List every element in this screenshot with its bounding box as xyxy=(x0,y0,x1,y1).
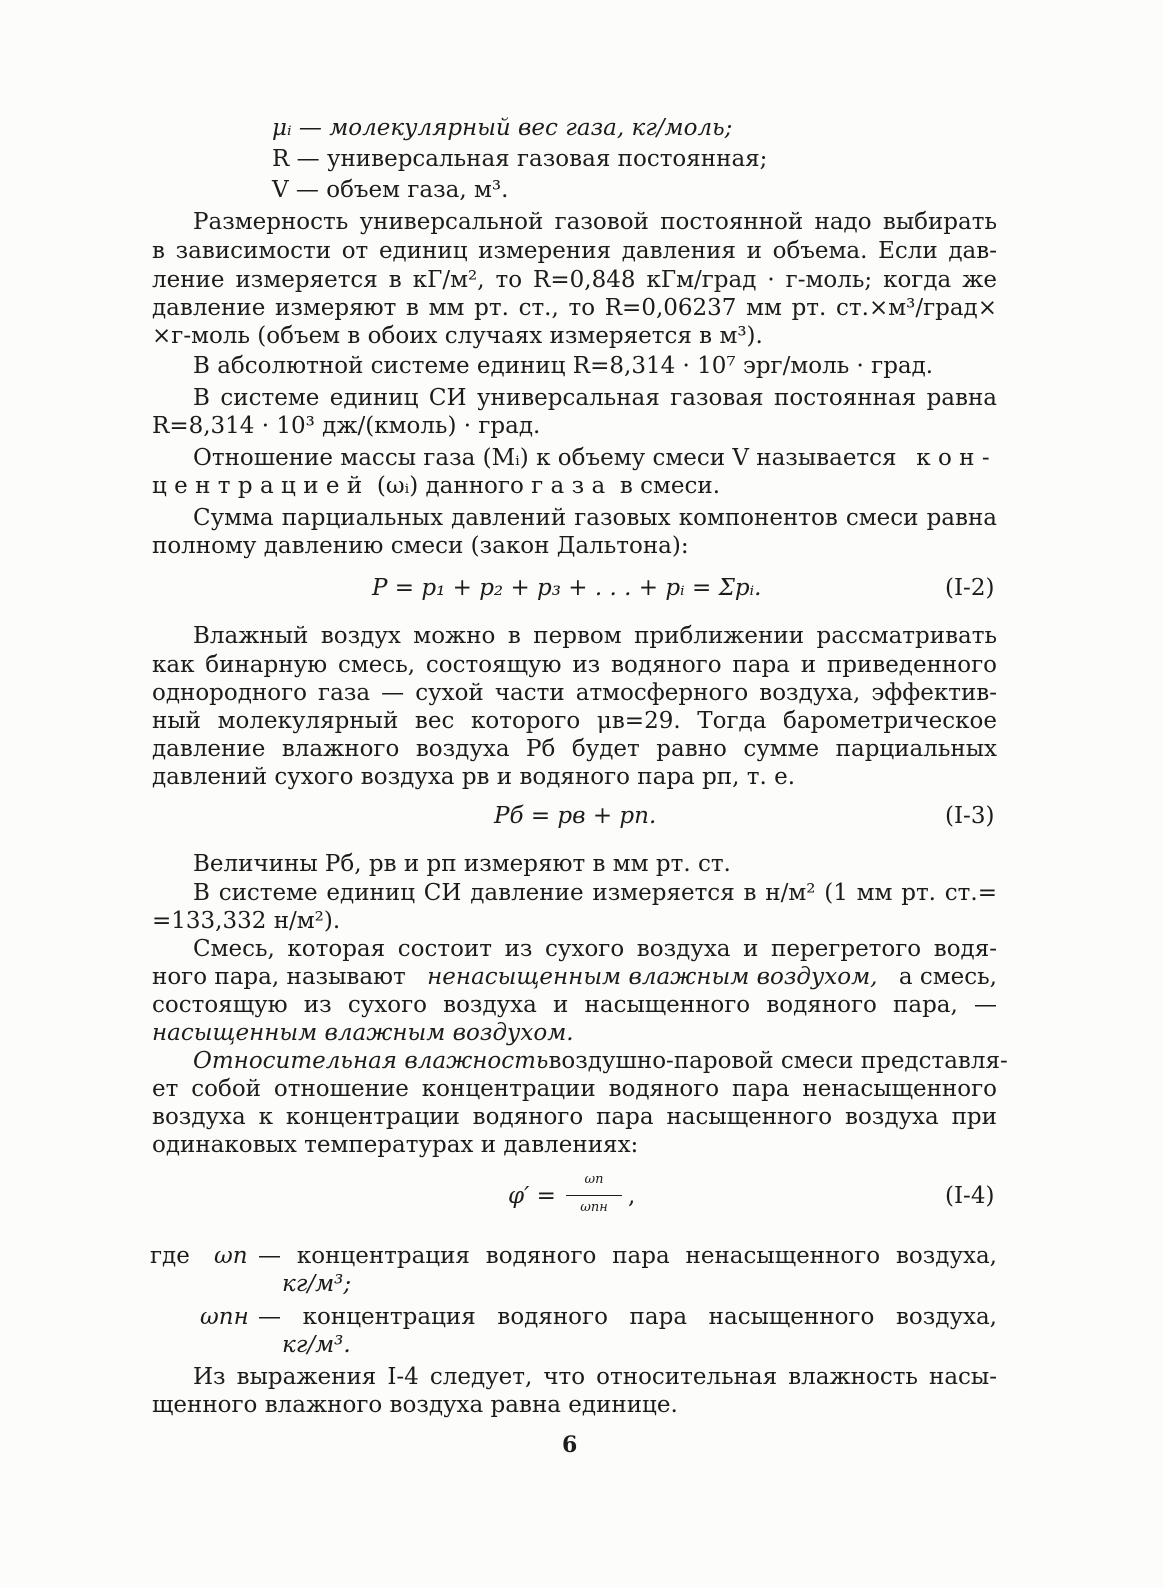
p10-line-3: воздуха к концентрации водяного пара насыщенного воздуха при xyxy=(152,1104,997,1130)
equation-i2: P = p₁ + p₂ + p₃ + . . . + pᵢ = Σpᵢ. xyxy=(372,575,762,601)
equation-i4-fraction-bar xyxy=(566,1195,622,1196)
equation-i3-label: (I-3) xyxy=(945,803,995,829)
p3-line-2: R=8,314 · 10³ дж/(кмоль) · град. xyxy=(152,413,541,439)
equation-i4-numerator: ωп xyxy=(584,1172,604,1187)
equation-i4-lhs: φ′ = xyxy=(508,1183,556,1209)
p7-line-1: Величины Pб, pв и pп измеряют в мм рт. ст. xyxy=(193,851,731,877)
p10-line-1-end: воздушно-паровой смеси представля- xyxy=(548,1048,1008,1074)
p4-line-2-mid: (ωᵢ) данного xyxy=(376,473,524,499)
p11-line-2: щенного влажного воздуха равна единице. xyxy=(152,1392,678,1418)
p1-line-2: в зависимости от единиц измерения давления и объема. Если дав- xyxy=(152,238,997,264)
p6-line-2: как бинарную смесь, состоящую из водяного пара и приведенного xyxy=(152,652,997,678)
p9-line-2-start: ного пара, называют xyxy=(152,964,406,990)
p6-line-5: давление влажного воздуха Pб будет равно сумме парциальных xyxy=(152,736,997,762)
p10-line-1 xyxy=(193,1047,1008,1075)
equation-i4-label: (I-4) xyxy=(945,1183,995,1209)
where-def-2-units: кг/м³. xyxy=(282,1332,351,1358)
p3-line-1: В системе единиц СИ универсальная газовая постоянная равна xyxy=(193,385,997,411)
p1-line-1: Размерность универсальной газовой постоянной надо выбирать xyxy=(193,209,997,235)
p8-line-2: =133,332 н/м²). xyxy=(152,908,341,934)
p10-term-relative-humidity: Относительная влажность xyxy=(193,1048,549,1074)
p2-line-1: В абсолютной системе единиц R=8,314 · 10⁷ эрг/моль · град. xyxy=(193,353,934,379)
p5-line-1: Сумма парциальных давлений газовых компонентов смеси равна xyxy=(193,505,997,531)
where-word: где xyxy=(150,1243,190,1269)
p4-line-1-spaced: кон- xyxy=(916,445,997,471)
p6-line-4: ный молекулярный вес которого μв=29. Тогда барометрическое xyxy=(152,708,997,734)
p1-line-3: ление измеряется в кГ/м², то R=0,848 кГм/град · г-моль; когда же xyxy=(152,267,997,293)
p9-line-3: состоящую из сухого воздуха и насыщенного водяного пара, — xyxy=(152,992,997,1018)
p6-line-3: однородного газа — сухой части атмосферного воздуха, эффектив- xyxy=(152,680,997,706)
p6-line-6: давлений сухого воздуха pв и водяного пара pп, т. е. xyxy=(152,764,796,790)
equation-i4-denominator: ωпн xyxy=(580,1200,608,1215)
p9-term-saturated: насыщенным влажным воздухом. xyxy=(152,1020,574,1046)
p9-line-2 xyxy=(152,963,997,991)
equation-i2-label: (I-2) xyxy=(945,575,995,601)
p4-line-1-text: Отношение массы газа (Mᵢ) к объему смеси V называется xyxy=(193,445,897,471)
p4-line-2-end: в смеси. xyxy=(619,473,721,499)
p9-line-2-end: а смесь, xyxy=(898,964,997,990)
where-symbol-1: ωп xyxy=(214,1243,248,1269)
where-symbol-2: ωпн xyxy=(200,1304,249,1330)
p10-line-2: ет собой отношение концентрации водяного пара ненасыщенного xyxy=(152,1076,997,1102)
p8-line-1: В системе единиц СИ давление измеряется в н/м² (1 мм рт. ст.= xyxy=(193,880,997,906)
p5-line-2: полному давлению смеси (закон Дальтона): xyxy=(152,533,689,559)
p10-line-4: одинаковых температурах и давлениях: xyxy=(152,1132,639,1158)
legend-v: V — объем газа, м³. xyxy=(272,177,509,203)
legend-r: R — универсальная газовая постоянная; xyxy=(272,146,768,172)
where-def-1: — концентрация водяного пара ненасыщенного воздуха, xyxy=(258,1243,997,1269)
legend-mu: μᵢ — молекулярный вес газа, кг/моль; xyxy=(272,115,733,141)
p9-term-unsaturated: ненасыщенным влажным воздухом, xyxy=(427,964,878,990)
p6-line-1: Влажный воздух можно в первом приближении рассматривать xyxy=(193,623,997,649)
p4-line-2 xyxy=(152,472,720,500)
where-def-2: — концентрация водяного пара насыщенного воздуха, xyxy=(258,1304,997,1330)
p4-line-1 xyxy=(193,444,997,472)
page-number: 6 xyxy=(562,1432,578,1458)
p1-line-4: давление измеряют в мм рт. ст., то R=0,06237 мм рт. ст.×м³/град× xyxy=(152,295,997,321)
where-def-1-units: кг/м³; xyxy=(282,1271,352,1297)
p9-line-1: Смесь, которая состоит из сухого воздуха и перегретого водя- xyxy=(193,936,997,962)
p4-term-gas: газа xyxy=(531,473,613,499)
p4-term-concentration: центрацией xyxy=(152,473,370,499)
p1-line-5: ×г-моль (объем в обоих случаях измеряется в м³). xyxy=(152,323,763,349)
equation-i3: Pб = pв + pп. xyxy=(494,803,657,829)
p11-line-1: Из выражения I-4 следует, что относительная влажность насы- xyxy=(193,1364,997,1390)
equation-i4-comma: , xyxy=(628,1183,636,1209)
